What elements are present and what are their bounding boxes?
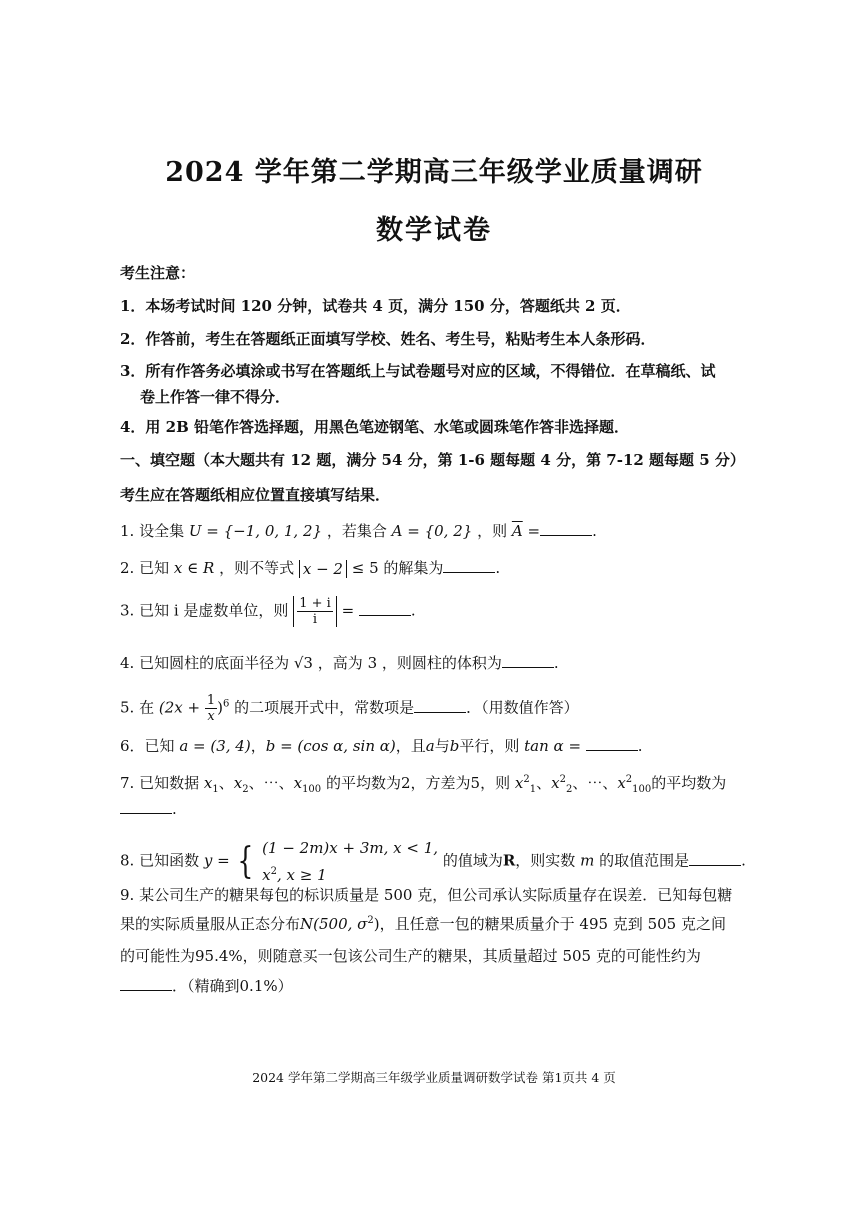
question-9-line-3 — [120, 945, 701, 966]
notice-item: 2．作答前，考生在答题纸正面填写学校、姓名、考生号，粘贴考生本人条形码． — [120, 330, 656, 348]
q9-text-4: ，则随意买一包该公司生产的糖果，其质量超过 505 克的可能性约为 — [242, 947, 701, 965]
q7-y1-sub: 1 — [529, 784, 537, 795]
q8-prefix: 8. 已知函数 — [120, 851, 200, 870]
q7-y1-sup: 2 — [523, 774, 530, 785]
question-1 — [120, 520, 597, 541]
q7-sep2: 、⋯、 — [248, 774, 294, 792]
q1-eq: = — [522, 522, 541, 540]
q1-complement-a: $\overline{A}$ — [511, 522, 523, 540]
q7-end: . — [172, 800, 177, 818]
section-instruction: 考生应在答题纸相应位置直接填写结果． — [120, 486, 391, 504]
q7-x2: x — [233, 774, 243, 792]
question-9-line-2 — [120, 913, 726, 934]
q7-post: ，则 — [480, 774, 511, 792]
answer-blank[interactable] — [120, 812, 172, 814]
q5-prefix: 5. 在 — [120, 698, 155, 717]
q3-abs-fraction — [293, 596, 337, 627]
q8-case2-rest: , x ≥ 1 — [277, 866, 327, 884]
q4-height: 3 — [367, 654, 378, 672]
q6-tan: tan α = — [524, 737, 582, 755]
q9-precision: 0.1% — [239, 977, 278, 995]
question-4 — [120, 652, 559, 673]
page-footer: 2024 学年第二学期高三年级学业质量调研数学试卷 第1页共 4 页 — [252, 1070, 616, 1085]
q7-sep3: 、 — [536, 774, 552, 792]
q9-text-2: ，且任意一包的糖果质量介于 495 克到 505 克之间 — [379, 915, 726, 933]
notice-heading: 考生注意： — [120, 264, 196, 282]
fraction — [297, 596, 333, 627]
q9-distribution: N(500, σ — [300, 915, 368, 933]
q4-radius: √3 — [293, 654, 313, 672]
q7-mean-value: 2 — [400, 774, 411, 792]
q8-post2: ，则实数 — [515, 851, 576, 870]
q2-prefix: 2. 已知 — [120, 559, 170, 577]
q7-tail: 的平均数为 — [651, 774, 727, 792]
q8-m: m — [580, 851, 595, 870]
q2-post: 的解集为 — [378, 559, 444, 577]
q1-set-a: A = {0, 2} — [391, 522, 473, 540]
answer-blank[interactable] — [414, 711, 466, 713]
q5-expr: (2x + — [158, 698, 205, 717]
answer-blank[interactable] — [120, 989, 172, 991]
question-7-continued — [120, 800, 177, 818]
question-7 — [120, 772, 726, 795]
q4-post: ，则圆柱的体积为 — [381, 654, 502, 672]
q4-mid: ，高为 — [317, 654, 363, 672]
answer-blank[interactable] — [586, 749, 638, 751]
q8-reals: R — [502, 851, 516, 870]
q7-x2-sub: 2 — [242, 784, 249, 795]
q8-case2-sup: 2 — [270, 866, 277, 877]
answer-blank[interactable] — [359, 614, 411, 616]
q5-exponent: 6 — [222, 698, 230, 710]
q3-prefix: 3. 已知 i 是虚数单位，则 — [120, 601, 289, 620]
q7-x1: x — [203, 774, 213, 792]
q1-mid: ，若集合 — [326, 522, 387, 540]
q6-with: 与 — [434, 737, 450, 755]
q6-mid: ，且 — [395, 737, 426, 755]
q1-mid2: ，则 — [477, 522, 508, 540]
exam-title: 2024 学年第二学期高三年级学业质量调研 — [165, 157, 703, 188]
question-5 — [120, 693, 579, 724]
q9-distribution-sup: 2 — [367, 915, 374, 926]
q7-x100: x — [293, 774, 303, 792]
q7-var-value: 5 — [470, 774, 481, 792]
q3-end: . — [410, 601, 416, 620]
q2-ineq: ≤ 5 — [351, 559, 379, 577]
q7-y100-sub: 100 — [632, 784, 652, 795]
q7-sep4: 、⋯、 — [572, 774, 618, 792]
q7-sep1: 、 — [218, 774, 234, 792]
fraction — [205, 693, 217, 724]
q1-prefix: 1. 设全集 — [120, 522, 185, 540]
q7-y100-sup: 2 — [625, 774, 633, 785]
q9-distribution-end: ) — [373, 915, 380, 933]
q2-end: . — [495, 559, 501, 577]
numerator: 1 + i — [299, 596, 331, 611]
q7-var-label: ，方差为 — [410, 774, 471, 792]
q1-set-u: U = {−1, 0, 1, 2} — [188, 522, 323, 540]
q6-par: 平行，则 — [459, 737, 520, 755]
q7-y1: x — [514, 774, 524, 792]
q7-y100: x — [617, 774, 626, 792]
q6-vector-b: b = (cos α, sin α) — [265, 737, 396, 755]
denominator: x — [207, 709, 215, 724]
answer-blank[interactable] — [689, 864, 741, 866]
q8-y: y = — [203, 851, 230, 870]
q8-post: 的值域为 — [442, 851, 503, 870]
notice-item: 3．所有作答务必填涂或书写在答题纸上与试卷题号对应的区域，不得错位．在草稿纸、试 — [120, 362, 716, 380]
question-9: 9. 某公司生产的糖果每包的标识质量是 500 克，但公司承认实际质量存在误差．已知每包糖 — [120, 886, 733, 904]
q6-av: a — [425, 737, 435, 755]
answer-blank[interactable] — [443, 571, 495, 573]
answer-blank[interactable] — [540, 534, 592, 536]
q7-y2-sup: 2 — [559, 774, 566, 785]
q2-mid: ，则不等式 — [219, 559, 295, 577]
denominator: i — [312, 612, 318, 627]
q8-case1: (1 − 2m)x + 3m, x < 1, — [262, 839, 439, 857]
q2-condition: x ∈ R — [173, 559, 215, 577]
q5-end: ．（用数值作答） — [466, 698, 579, 717]
q9-percent: 95.4% — [195, 947, 243, 965]
question-9-line-4 — [120, 975, 293, 996]
q6-end: . — [637, 737, 643, 755]
q9-text-5: ．（精确到 — [172, 977, 240, 995]
q9-text-6: ） — [277, 977, 293, 995]
q4-end: . — [553, 654, 559, 672]
q5-post: 的二项展开式中，常数项是 — [234, 698, 415, 717]
q1-end: . — [592, 522, 597, 540]
q9-text: 果的实际质量服从正态分布 — [120, 915, 301, 933]
q8-case2 — [262, 860, 438, 887]
q6-sep: ， — [250, 737, 266, 755]
question-2 — [120, 557, 500, 578]
answer-blank[interactable] — [502, 666, 554, 668]
notice-item: 1．本场考试时间 120 分钟，试卷共 4 页，满分 150 分，答题纸共 2 页． — [120, 297, 631, 315]
notice-item-continued: 卷上作答一律不得分． — [140, 388, 291, 406]
q2-abs-expr: x − 2 — [299, 560, 347, 578]
q4-prefix: 4. 已知圆柱的底面半径为 — [120, 654, 290, 672]
q9-text-3: 的可能性为 — [120, 947, 196, 965]
left-brace-icon: { — [237, 840, 254, 882]
q6-bv: b — [449, 737, 460, 755]
numerator: 1 — [206, 693, 216, 708]
exam-subtitle: 数学试卷 — [376, 215, 492, 246]
q6-prefix: 6．已知 — [120, 737, 175, 755]
q8-post3: 的取值范围是 — [599, 851, 690, 870]
q7-prefix: 7. 已知数据 — [120, 774, 200, 792]
q5-paren: ) — [217, 698, 223, 717]
q7-y2: x — [551, 774, 560, 792]
q7-y2-sub: 2 — [565, 784, 573, 795]
question-6 — [120, 735, 643, 756]
question-3 — [120, 596, 416, 627]
q8-case2-x: x — [262, 866, 271, 884]
q7-x100-sub: 100 — [302, 784, 322, 795]
q3-eq: = — [341, 601, 359, 620]
q7-mean-label: 的平均数为 — [325, 774, 401, 792]
section-heading: 一、填空题（本大题共有 12 题，满分 54 分，第 1-6 题每题 4 分，第 7-12 题每题 5 分） — [120, 451, 745, 469]
question-8 — [120, 836, 746, 887]
notice-item: 4．用 2B 铅笔作答选择题，用黑色笔迹钢笔、水笔或圆珠笔作答非选择题． — [120, 418, 629, 436]
q6-vector-a: a = (3, 4) — [179, 737, 251, 755]
q7-x1-sub: 1 — [212, 784, 219, 795]
q8-end: . — [741, 851, 746, 870]
q8-cases — [262, 836, 438, 887]
